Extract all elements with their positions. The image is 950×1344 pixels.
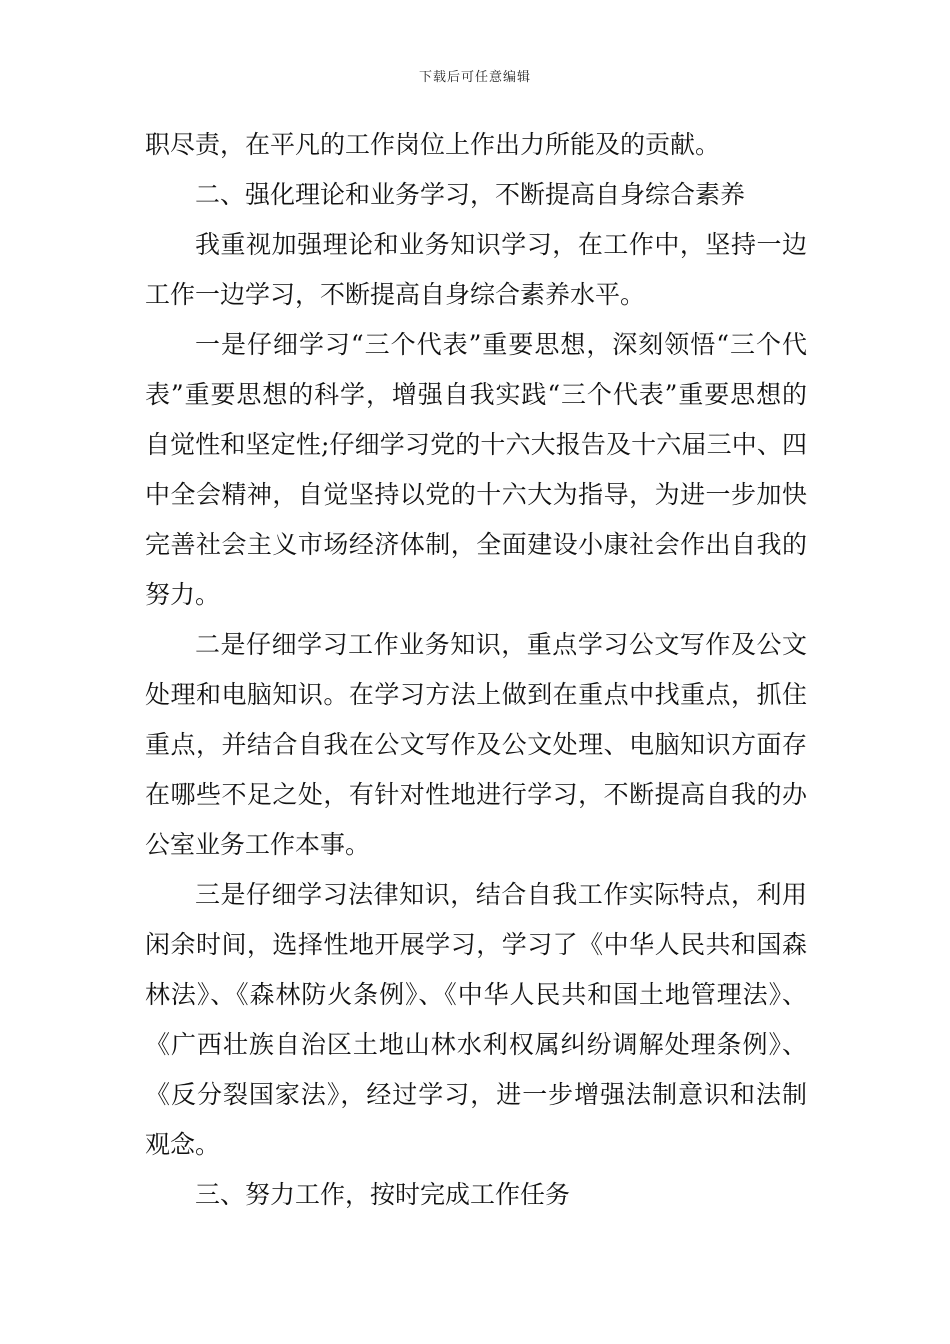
paragraph-study-intro: 我重视加强理论和业务知识学习，在工作中，坚持一边工作一边学习，不断提高自身综合素养水平。 [145, 230, 807, 309]
page-header: 下载后可任意编辑 [418, 70, 531, 85]
section-heading-2: 二、强化理论和业务学习，不断提高自身综合素养 [195, 180, 746, 209]
section-heading-3: 三、努力工作，按时完成工作任务 [195, 1180, 571, 1209]
paragraph-study-business: 二是仔细学习工作业务知识，重点学习公文写作及公文处理和电脑知识。在学习方法上做到在重点中找重点，抓住重点，并结合自我在公文写作及公文处理、电脑知识方面存在哪些不足之处，有针对性地进行学习，不断提高自我的办公室业务工作本事。 [145, 630, 807, 859]
paragraph-study-theory: 一是仔细学习“三个代表”重要思想，深刻领悟“三个代表”重要思想的科学，增强自我实践“三个代表”重要思想的自觉性和坚定性;仔细学习党的十六大报告及十六届三中、四中全会精神，自觉坚持以党的十六大为指导，为进一步加快完善社会主义市场经济体制，全面建设小康社会作出自我的努力。 [145, 330, 807, 609]
paragraph-continuation: 职尽责，在平凡的工作岗位上作出力所能及的贡献。 [145, 130, 721, 159]
paragraph-study-law: 三是仔细学习法律知识，结合自我工作实际特点，利用闲余时间，选择性地开展学习，学习了《中华人民共和国森林法》、《森林防火条例》、《中华人民共和国土地管理法》、《广西壮族自治区土地山林水利权属纠纷调解处理条例》、《反分裂国家法》，经过学习，进一步增强法制意识和法制观念。 [145, 880, 807, 1159]
document-body [145, 120, 807, 1220]
